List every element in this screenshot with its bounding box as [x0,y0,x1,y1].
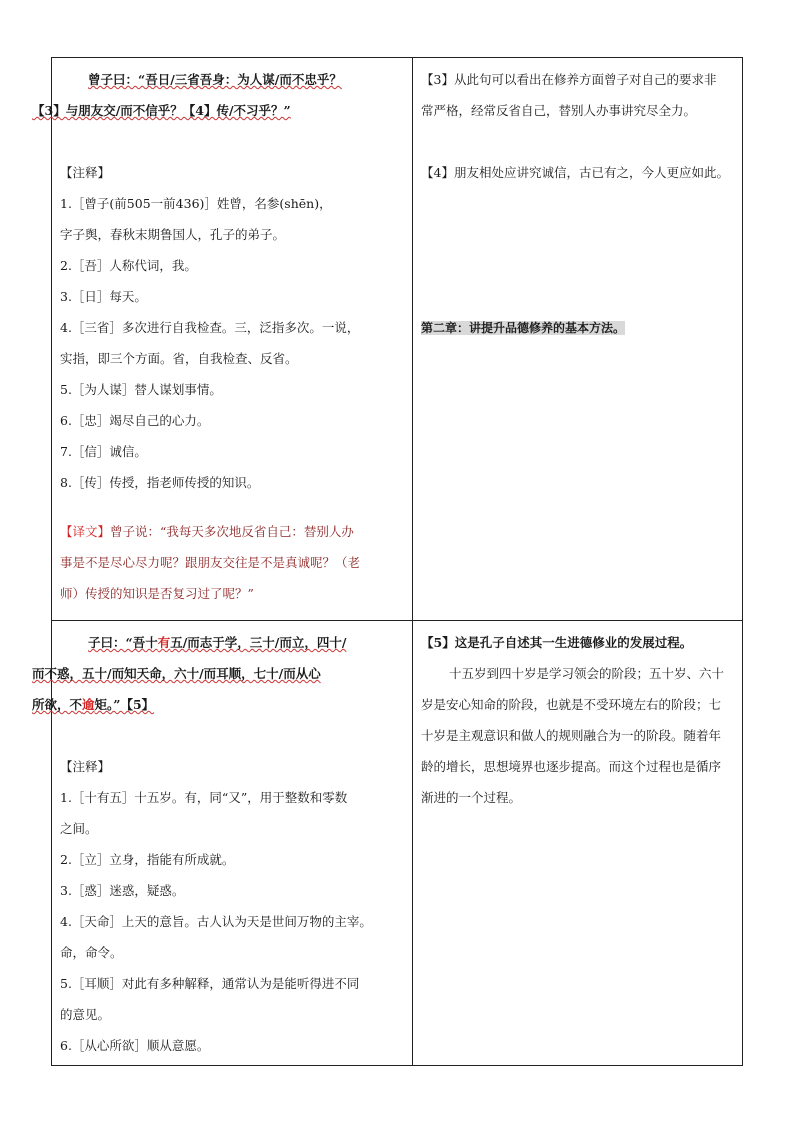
emphasized-char: 逾 [82,697,95,712]
passage-line: 【3】与朋友交/而不信乎？【4】传/不习乎？” [32,103,291,118]
notes-list [60,782,406,1061]
note-item: 6.［从心所欲］顺从意愿。 [60,1038,210,1053]
comment-cell-confucius [413,621,743,1066]
chapter-summary: 第二章：讲提升品德修养的基本方法。 [421,321,626,335]
note-item: 5.［耳顺］对此有多种解释，通常认为是能听得进不同 [60,976,360,991]
translation-tag: 【译文】 [60,524,111,539]
note-item: 5.［为人谋］替人谋划事情。 [60,382,222,397]
comment-line: 渐进的一个过程。 [421,790,522,805]
note-item: 之间。 [60,821,98,836]
original-passage [32,627,406,720]
table-row [52,58,743,621]
note-item: 8.［传］传授，指老师传授的知识。 [60,475,260,490]
passage-line: 子曰：“吾十 [88,635,158,650]
comment-line: 龄的增长，思想境界也逐步提高。而这个过程也是循序 [421,759,722,774]
passage-line: 所欲，不 [32,697,83,712]
translation-line: 师）传授的知识是否复习过了呢？” [60,586,254,601]
passage-line: 矩。”【5】 [94,697,155,712]
note-item: 3.［日］每天。 [60,289,147,304]
translation-line: 曾子说：“我每天多次地反省自己：替别人办 [110,524,354,539]
translation-line: 事是不是尽心尽力呢？跟朋友交往是不是真诚呢？（老 [60,555,361,570]
comment-body [421,658,736,813]
note-item: 实指，即三个方面。省，自我检查、反省。 [60,351,298,366]
table-row [52,621,743,1066]
comment-line: 【3】从此句可以看出在修养方面曾子对自己的要求非 [421,72,717,87]
passage-line: 五/而志于学，三十/而立，四十/ [170,635,347,650]
notes-list [60,188,406,498]
note-item: 1.［曾子(前505一前436)］姓曾，名参(shēn)， [60,196,332,211]
comment-line: 十岁是主观意识和做人的规则融合为一的阶段。随着年 [421,728,722,743]
note-item: 3.［惑］迷惑，疑惑。 [60,883,185,898]
note-item: 7.［信］诚信。 [60,444,147,459]
comment-line: 岁是安心知命的阶段，也就是不受环境左右的阶段；七 [421,697,722,712]
original-passage [32,64,406,126]
note-item: 字子舆，春秋末期鲁国人，孔子的弟子。 [60,227,286,242]
emphasized-char: 有 [157,635,171,650]
note-item: 2.［立］立身，指能有所成就。 [60,852,235,867]
translation [60,516,406,609]
comment-line: 常严格，经常反省自己，替别人办事讲究尽全力。 [421,103,697,118]
comment-line: 十五岁到四十岁是学习领会的阶段；五十岁、六十 [449,666,725,681]
note-item: 4.［天命］上天的意旨。古人认为天是世间万物的主宰。 [60,914,372,929]
comment-cell-zengzi [413,58,743,621]
note-item: 6.［忠］竭尽自己的心力。 [60,413,210,428]
text-cell-zengzi [32,58,413,621]
passage-line: 而不惑，五十/而知天命，六十/而耳顺，七十/而从心 [32,666,321,681]
note-item: 命，命令。 [60,945,123,960]
text-cell-confucius [32,621,413,1066]
notes-title: 【注释】 [60,759,111,774]
note-item: 2.［吾］人称代词，我。 [60,258,197,273]
comment-title: 【5】这是孔子自述其一生进德修业的发展过程。 [421,635,693,650]
lesson-table [32,57,743,1066]
notes-title: 【注释】 [60,165,111,180]
note-item: 的意见。 [60,1007,111,1022]
passage-line: 曾子曰：“吾日/三省吾身：为人谋/而不忠乎？ [88,72,342,87]
note-item: 4.［三省］多次进行自我检查。三，泛指多次。一说， [60,320,360,335]
note-item: 1.［十有五］十五岁。有，同“又”，用于整数和零数 [60,790,348,805]
comment-line: 【4】朋友相处应讲究诚信，古已有之，今人更应如此。 [421,165,729,180]
